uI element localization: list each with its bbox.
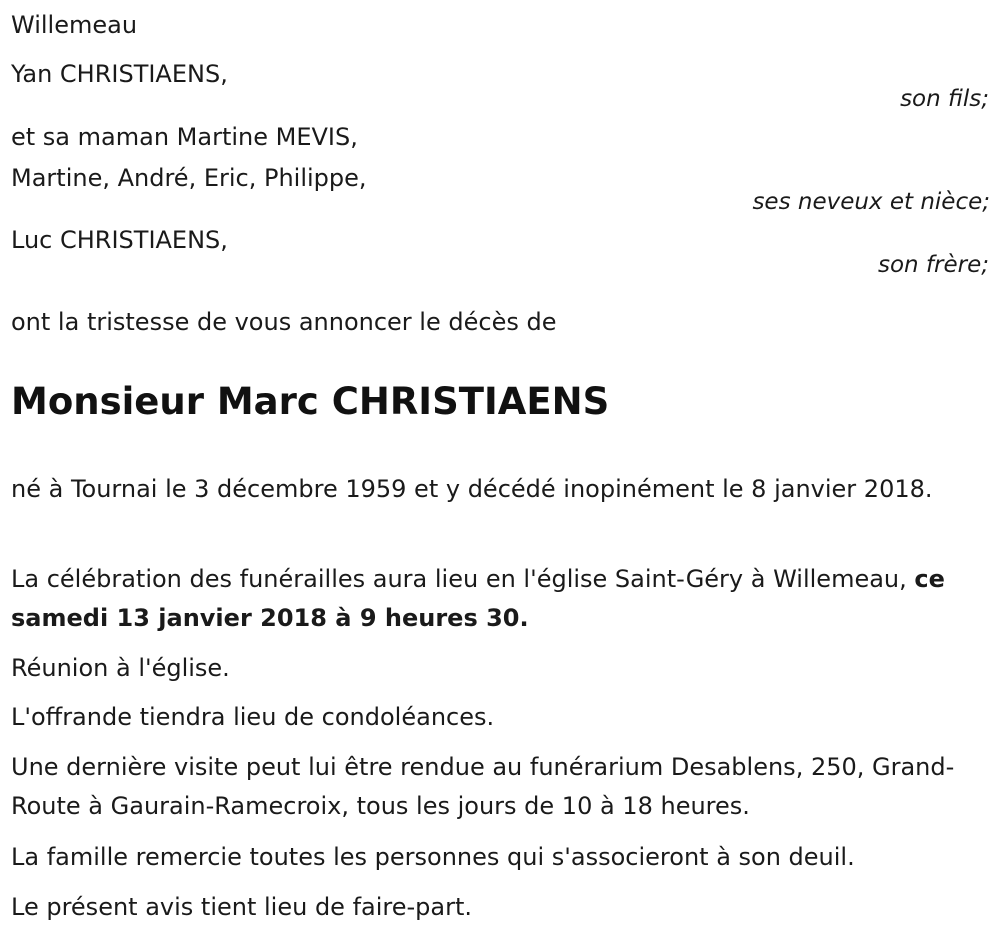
family-members-nephews: Martine, André, Eric, Philippe, [11, 164, 367, 192]
deceased-name: Monsieur Marc CHRISTIAENS [11, 380, 610, 423]
place-name: Willemeau [11, 11, 138, 39]
family-member-son: Yan CHRISTIAENS, [11, 60, 228, 88]
thanks-text: La famille remercie toutes les personnes qui s'associeront à son deuil. [11, 843, 855, 871]
family-member-brother: Luc CHRISTIAENS, [11, 226, 228, 254]
relation-son: son fils; [900, 86, 989, 112]
funeral-text [11, 560, 971, 638]
relation-brother: son frère; [877, 252, 989, 278]
relation-nephews: ses neveux et nièce; [752, 189, 990, 215]
visit-text: Une dernière visite peut lui être rendue au funérarium Desablens, 250, Grand-Route à Gaurain-Ramecroix, tous les jours de 10 à 18 heures. [11, 753, 955, 820]
notice-text: Le présent avis tient lieu de faire-part. [11, 893, 473, 921]
offering-text: L'offrande tiendra lieu de condoléances. [11, 703, 495, 731]
family-member-mother: et sa maman Martine MEVIS, [11, 123, 358, 151]
funeral-intro: La célébration des funérailles aura lieu en l'église Saint-Géry à Willemeau, [11, 565, 915, 593]
announcement-text: ont la tristesse de vous annoncer le décès de [11, 308, 557, 336]
birth-death-text: né à Tournai le 3 décembre 1959 et y décédé inopinément le 8 janvier 2018. [11, 475, 933, 503]
meeting-text: Réunion à l'église. [11, 654, 230, 682]
funeral-date: ce samedi 13 janvier 2018 à 9 heures 30. [11, 565, 945, 632]
